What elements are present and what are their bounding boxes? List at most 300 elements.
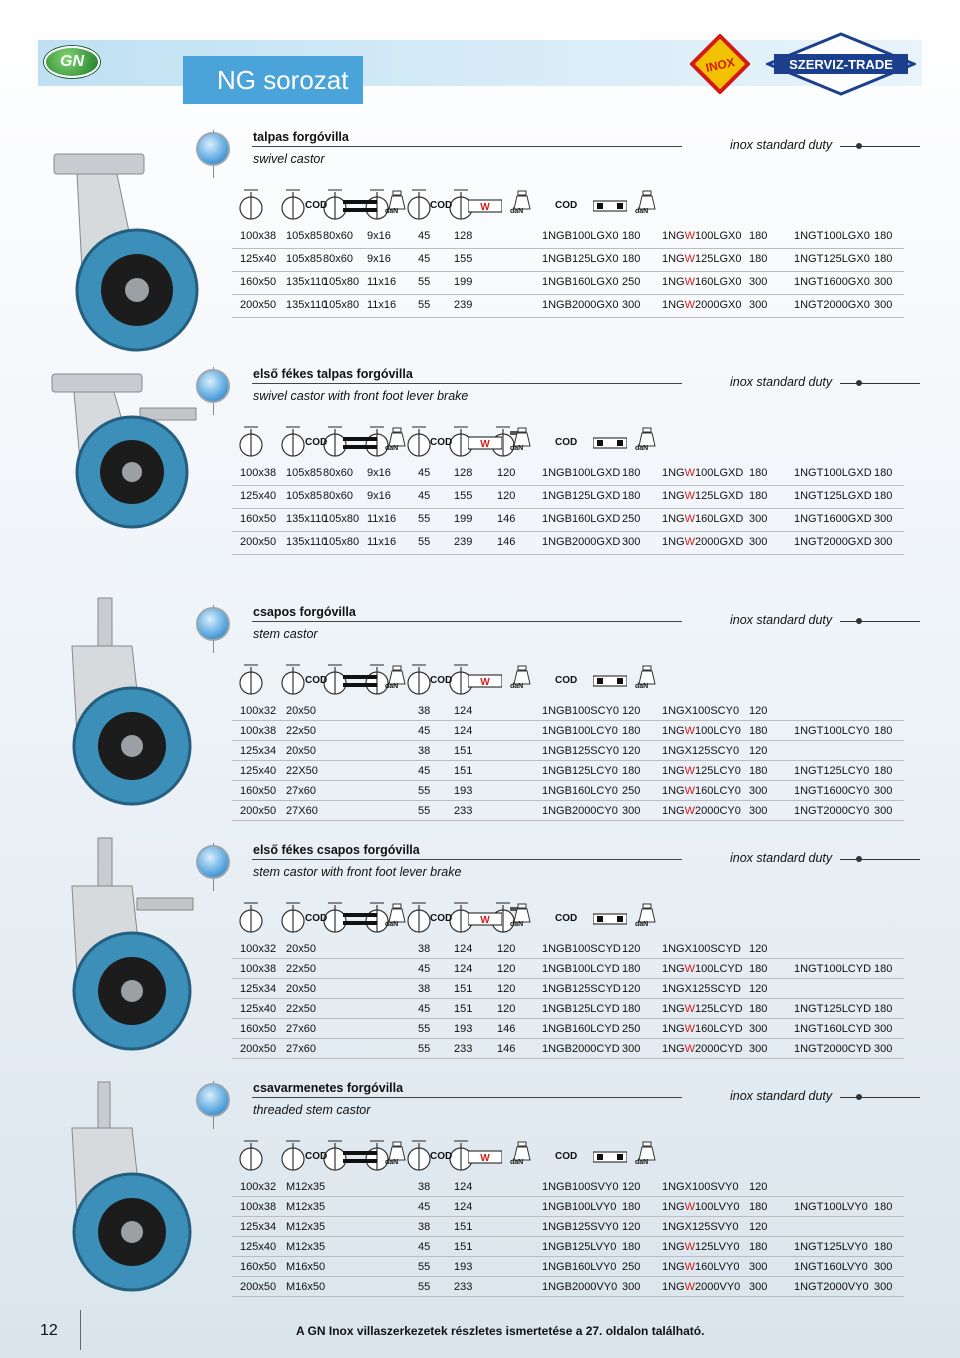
brand-logo	[766, 32, 916, 96]
cell-code-t: 1NGT125LVY0	[794, 1241, 868, 1253]
code-w-prefix: 1NG	[662, 253, 685, 265]
cell-code-w	[662, 230, 742, 242]
code-w-prefix: 1NG	[662, 513, 685, 525]
table-row	[232, 463, 904, 486]
cell-hole-size: 11x16	[367, 536, 397, 548]
cell-brake-height: 120	[497, 943, 516, 955]
cell-load-b: 120	[622, 705, 641, 717]
cell-load-t: 180	[874, 490, 893, 502]
cell-wheel-size: 100x38	[240, 230, 277, 242]
cell-code-b: 1NGB2000VY0	[542, 1281, 618, 1293]
code-w-suffix: 100SCY0	[691, 705, 740, 717]
cell-code-w	[662, 1261, 739, 1273]
code-w-letter: W	[684, 1281, 696, 1293]
code-w-letter: W	[684, 1043, 696, 1055]
cell-load-w: 300	[749, 513, 768, 525]
code-w-suffix: 2000GXD	[695, 536, 744, 548]
cell-load-w: 300	[749, 785, 768, 797]
cell-code-t: 1NGT160LVY0	[794, 1261, 868, 1273]
cell-code-b: 1NGB160LCY0	[542, 785, 618, 797]
load-weight-icon	[387, 665, 407, 685]
cell-load-t: 300	[874, 785, 893, 797]
table-row	[232, 721, 904, 741]
code-w-prefix: 1NG	[662, 1003, 685, 1015]
dan-label: daN	[510, 683, 524, 690]
duty-line	[840, 1097, 920, 1098]
cod-label: COD	[555, 200, 578, 211]
cod-label: COD	[305, 913, 328, 924]
section-title: csapos forgóvilla	[253, 605, 356, 619]
code-w-suffix: 100LVY0	[695, 1201, 740, 1213]
cell-plate-size: 105x85	[286, 490, 323, 502]
table-row	[232, 1197, 904, 1217]
cell-code-w	[662, 490, 743, 502]
cell-height-b: 233	[454, 1043, 473, 1055]
cell-load-w: 180	[749, 230, 768, 242]
cell-brake-height: 146	[497, 1043, 516, 1055]
cod-label: COD	[430, 1151, 453, 1162]
dan-label: daN	[635, 1159, 649, 1166]
cell-plate-size: 135x110	[286, 536, 328, 548]
cell-height-b: 193	[454, 1261, 473, 1273]
load-weight-icon	[387, 427, 407, 447]
series-title: NG sorozat	[183, 56, 363, 104]
section-divider	[252, 383, 682, 384]
load-weight-icon	[637, 903, 657, 923]
load-weight-icon	[512, 665, 532, 685]
cell-height-b: 155	[454, 490, 473, 502]
brand-text: SZERVIZ-TRADE	[789, 57, 893, 72]
code-w-letter: W	[684, 1023, 696, 1035]
code-w-letter: W	[684, 805, 696, 817]
cell-code-w	[662, 513, 743, 525]
dan-label: daN	[385, 1159, 399, 1166]
cell-load-b: 250	[622, 1023, 641, 1035]
cell-plate-size: 135x110	[286, 513, 328, 525]
duty-label: inox standard duty	[730, 138, 833, 152]
section-subtitle: stem castor	[253, 627, 318, 641]
section-title: első fékes csapos forgóvilla	[253, 843, 420, 857]
cell-height-a: 45	[418, 725, 431, 737]
cell-code-w	[662, 805, 741, 817]
code-w-suffix: 160LGX0	[695, 276, 742, 288]
code-w-letter: W	[684, 253, 696, 265]
cell-height-b: 124	[454, 943, 473, 955]
load-weight-icon	[637, 190, 657, 210]
duty-line	[840, 146, 920, 147]
cell-plate-size: 22x50	[286, 725, 316, 737]
cell-height-b: 124	[454, 963, 473, 975]
section-divider	[252, 1097, 682, 1098]
footer-note: A GN Inox villaszerkezetek részletes ismertetése a 27. oldalon található.	[296, 1324, 705, 1338]
wheel-type-b-icon	[343, 911, 377, 927]
duty-dot	[856, 143, 862, 149]
table-row	[232, 249, 904, 272]
cell-plate-size: M12x35	[286, 1181, 326, 1193]
cell-wheel-size: 160x50	[240, 276, 277, 288]
cell-load-b: 180	[622, 725, 641, 737]
cell-hole-size: 11x16	[367, 299, 397, 311]
cell-load-t: 180	[874, 765, 893, 777]
inox-label: INOX	[704, 55, 737, 75]
cell-code-w	[662, 1003, 743, 1015]
cell-code-w	[662, 1201, 739, 1213]
cell-plate-size: 20x50	[286, 745, 316, 757]
svg-text:W: W	[480, 915, 490, 926]
cell-wheel-size: 125x40	[240, 490, 277, 502]
cell-load-w: 180	[749, 1241, 768, 1253]
cell-wheel-size: 100x38	[240, 467, 277, 479]
load-weight-icon	[387, 1141, 407, 1161]
cell-wheel-size: 125x34	[240, 1221, 277, 1233]
code-w-suffix: 125SVY0	[691, 1221, 739, 1233]
cell-code-b: 1NGB125SCYD	[542, 983, 621, 995]
code-w-prefix: 1NG	[662, 467, 685, 479]
cell-load-b: 250	[622, 1261, 641, 1273]
cell-code-b: 1NGB2000GX0	[542, 299, 619, 311]
duty-line	[840, 859, 920, 860]
cell-load-w: 300	[749, 1043, 768, 1055]
cell-code-b: 1NGB160LVY0	[542, 1261, 617, 1273]
load-weight-icon	[512, 1141, 532, 1161]
cell-wheel-size: 160x50	[240, 1023, 277, 1035]
cod-label: COD	[430, 437, 453, 448]
table-row	[232, 486, 904, 509]
cell-height-b: 151	[454, 983, 473, 995]
section-subtitle: threaded stem castor	[253, 1103, 371, 1117]
cell-wheel-size: 100x38	[240, 1201, 277, 1213]
cell-height-a: 55	[418, 1023, 431, 1035]
svg-text:W: W	[480, 439, 490, 450]
cell-code-t: 1NGT2000GXD	[794, 536, 872, 548]
cell-code-b: 1NGB125SVY0	[542, 1221, 619, 1233]
cell-code-b: 1NGB100LGX0	[542, 230, 619, 242]
cell-load-b: 250	[622, 276, 641, 288]
cell-height-b: 193	[454, 1023, 473, 1035]
cell-plate-size: 105x85	[286, 230, 323, 242]
duty-line	[840, 383, 920, 384]
cell-code-t: 1NGT1600GXD	[794, 513, 872, 525]
cell-code-w	[662, 983, 741, 995]
section-globe-icon	[196, 369, 230, 403]
cell-plate-size: 27X60	[286, 805, 318, 817]
cell-plate-size: M16x50	[286, 1261, 326, 1273]
cell-hole-spacing: 80x60	[323, 230, 353, 242]
cell-plate-size: 105x85	[286, 467, 323, 479]
cell-code-t: 1NGT100LCYD	[794, 963, 872, 975]
cell-load-b: 250	[622, 513, 641, 525]
code-w-prefix: 1NGX	[662, 745, 692, 757]
table-row	[232, 226, 904, 249]
cell-load-b: 120	[622, 1181, 641, 1193]
cell-height-a: 45	[418, 467, 431, 479]
wheel-type-b-icon	[343, 1149, 377, 1165]
section-divider	[252, 859, 682, 860]
cell-load-t: 180	[874, 1241, 893, 1253]
duty-label: inox standard duty	[730, 613, 833, 627]
cod-label: COD	[305, 200, 328, 211]
code-w-prefix: 1NG	[662, 1261, 685, 1273]
code-w-prefix: 1NG	[662, 1023, 685, 1035]
cell-plate-size: M16x50	[286, 1281, 326, 1293]
code-w-suffix: 160LCYD	[695, 1023, 743, 1035]
cell-hole-spacing: 105x80	[323, 276, 360, 288]
table-row	[232, 1019, 904, 1039]
wheel-type-t-icon	[593, 1149, 627, 1165]
cell-plate-size: M12x35	[286, 1241, 326, 1253]
cell-plate-size: 135x110	[286, 276, 328, 288]
load-weight-icon	[512, 903, 532, 923]
code-w-suffix: 100SVY0	[691, 1181, 739, 1193]
cell-height-a: 45	[418, 253, 431, 265]
cell-load-b: 300	[622, 299, 641, 311]
table-row	[232, 761, 904, 781]
cell-height-b: 199	[454, 513, 473, 525]
cell-plate-size: 27x60	[286, 1023, 316, 1035]
dan-label: daN	[635, 445, 649, 452]
cell-wheel-size: 100x32	[240, 1181, 277, 1193]
cell-code-w	[662, 943, 741, 955]
cell-wheel-size: 100x32	[240, 705, 277, 717]
dan-label: daN	[510, 921, 524, 928]
cell-plate-size: 22x50	[286, 1003, 316, 1015]
code-w-letter: W	[684, 467, 696, 479]
cell-code-b: 1NGB125LGXD	[542, 490, 621, 502]
table-row	[232, 295, 904, 318]
load-weight-icon	[512, 190, 532, 210]
cell-wheel-size: 125x40	[240, 253, 277, 265]
cell-plate-size: 20x50	[286, 983, 316, 995]
svg-text:W: W	[480, 1153, 490, 1164]
cell-code-t: 1NGT2000CYD	[794, 1043, 872, 1055]
cell-load-w: 180	[749, 253, 768, 265]
code-w-suffix: 100LGX0	[695, 230, 742, 242]
cell-height-a: 38	[418, 705, 431, 717]
cell-wheel-size: 125x40	[240, 765, 277, 777]
cell-wheel-size: 125x40	[240, 1003, 277, 1015]
cell-load-w: 120	[749, 983, 768, 995]
load-weight-icon	[637, 665, 657, 685]
cell-plate-size: 135x110	[286, 299, 328, 311]
cell-height-b: 193	[454, 785, 473, 797]
cell-code-w	[662, 467, 743, 479]
cell-wheel-size: 200x50	[240, 1281, 277, 1293]
cell-load-b: 180	[622, 490, 641, 502]
code-w-prefix: 1NG	[662, 1281, 685, 1293]
load-weight-icon	[512, 427, 532, 447]
cell-wheel-size: 200x50	[240, 536, 277, 548]
cell-load-b: 300	[622, 1043, 641, 1055]
table-row	[232, 959, 904, 979]
cell-code-t: 1NGT125LCY0	[794, 765, 870, 777]
cod-label: COD	[430, 913, 453, 924]
section-subtitle: swivel castor with front foot lever brake	[253, 389, 469, 403]
cell-code-w	[662, 1043, 743, 1055]
wheel-type-t-icon	[593, 198, 627, 214]
code-w-prefix: 1NGX	[662, 1181, 692, 1193]
cell-height-a: 38	[418, 1181, 431, 1193]
code-w-prefix: 1NG	[662, 725, 685, 737]
cell-height-b: 128	[454, 230, 473, 242]
table-row	[232, 701, 904, 721]
code-w-letter: W	[684, 536, 696, 548]
cell-height-a: 45	[418, 1003, 431, 1015]
cell-load-b: 120	[622, 745, 641, 757]
duty-label: inox standard duty	[730, 851, 833, 865]
cell-plate-size: M12x35	[286, 1201, 326, 1213]
duty-line	[840, 621, 920, 622]
cell-load-t: 300	[874, 1281, 893, 1293]
table-row	[232, 272, 904, 295]
dan-label: daN	[385, 683, 399, 690]
cell-load-b: 300	[622, 805, 641, 817]
code-w-letter: W	[684, 963, 696, 975]
cell-load-b: 180	[622, 1201, 641, 1213]
cell-height-a: 55	[418, 513, 431, 525]
section-divider	[252, 621, 682, 622]
cell-code-b: 1NGB160LGX0	[542, 276, 619, 288]
cell-load-b: 120	[622, 1221, 641, 1233]
cell-code-w	[662, 1241, 739, 1253]
cell-wheel-size: 100x38	[240, 725, 277, 737]
code-w-suffix: 160LCY0	[695, 785, 741, 797]
wheel-type-w-icon	[468, 1149, 502, 1165]
wheel-type-t-icon	[593, 673, 627, 689]
cell-code-w	[662, 725, 741, 737]
code-w-prefix: 1NG	[662, 276, 685, 288]
cell-wheel-size: 100x38	[240, 963, 277, 975]
code-w-suffix: 125SCY0	[691, 745, 740, 757]
cell-code-b: 1NGB2000GXD	[542, 536, 621, 548]
cell-plate-size: 22X50	[286, 765, 318, 777]
code-w-prefix: 1NG	[662, 963, 685, 975]
cell-code-b: 1NGB125LCY0	[542, 765, 618, 777]
cell-hole-spacing: 80x60	[323, 490, 353, 502]
table-row	[232, 509, 904, 532]
wheel-type-t-icon	[593, 435, 627, 451]
cell-height-b: 151	[454, 1221, 473, 1233]
cell-load-w: 180	[749, 490, 768, 502]
dimension-icon	[234, 423, 268, 459]
cell-hole-size: 11x16	[367, 513, 397, 525]
cell-height-a: 38	[418, 943, 431, 955]
duty-dot	[856, 618, 862, 624]
code-w-letter: W	[684, 490, 696, 502]
cell-load-w: 120	[749, 745, 768, 757]
cell-load-w: 300	[749, 1281, 768, 1293]
dimension-icon	[234, 661, 268, 697]
spec-table	[232, 226, 904, 318]
page-number: 12	[40, 1322, 58, 1339]
table-row	[232, 999, 904, 1019]
cell-load-b: 180	[622, 253, 641, 265]
section-subtitle: stem castor with front foot lever brake	[253, 865, 462, 879]
wheel-type-b-icon	[343, 198, 377, 214]
cell-plate-size: 22x50	[286, 963, 316, 975]
duty-dot	[856, 856, 862, 862]
code-w-prefix: 1NGX	[662, 943, 692, 955]
cell-plate-size: 27x60	[286, 785, 316, 797]
cell-height-a: 55	[418, 299, 431, 311]
cell-height-a: 55	[418, 1281, 431, 1293]
code-w-suffix: 100LCY0	[695, 725, 741, 737]
cell-code-b: 1NGB160LCYD	[542, 1023, 620, 1035]
cell-load-w: 300	[749, 299, 768, 311]
cell-wheel-size: 160x50	[240, 785, 277, 797]
code-w-suffix: 100LCYD	[695, 963, 743, 975]
cell-height-b: 151	[454, 1003, 473, 1015]
cell-hole-size: 9x16	[367, 230, 391, 242]
cell-code-w	[662, 785, 741, 797]
cell-code-t: 1NGT2000CY0	[794, 805, 870, 817]
cell-brake-height: 120	[497, 490, 516, 502]
cell-height-a: 45	[418, 1201, 431, 1213]
code-w-letter: W	[684, 276, 696, 288]
cell-code-b: 1NGB125SCY0	[542, 745, 620, 757]
threaded-castor-image	[42, 1080, 202, 1305]
cell-code-b: 1NGB100SVY0	[542, 1181, 619, 1193]
cell-code-t: 1NGT1600GX0	[794, 276, 870, 288]
cell-load-w: 180	[749, 963, 768, 975]
cell-code-b: 1NGB100SCY0	[542, 705, 620, 717]
dan-label: daN	[510, 1159, 524, 1166]
cell-height-a: 55	[418, 1261, 431, 1273]
cell-hole-spacing: 80x60	[323, 253, 353, 265]
code-w-prefix: 1NG	[662, 785, 685, 797]
cell-load-b: 250	[622, 785, 641, 797]
table-row	[232, 741, 904, 761]
dan-label: daN	[635, 208, 649, 215]
cell-load-w: 300	[749, 536, 768, 548]
cell-height-b: 124	[454, 725, 473, 737]
dan-label: daN	[635, 921, 649, 928]
cell-height-a: 38	[418, 983, 431, 995]
cell-load-w: 300	[749, 1023, 768, 1035]
cell-code-w	[662, 1281, 740, 1293]
gn-logo: GN	[44, 46, 100, 78]
cell-hole-size: 11x16	[367, 276, 397, 288]
cell-code-t: 1NGT125LCYD	[794, 1003, 872, 1015]
cell-load-w: 180	[749, 725, 768, 737]
cell-load-w: 120	[749, 705, 768, 717]
duty-label: inox standard duty	[730, 1089, 833, 1103]
wheel-type-w-icon	[468, 911, 502, 927]
dimension-icon	[234, 1137, 268, 1173]
code-w-prefix: 1NG	[662, 1201, 685, 1213]
cell-code-t: 1NGT125LGX0	[794, 253, 870, 265]
cell-hole-size: 9x16	[367, 253, 391, 265]
cell-height-b: 151	[454, 1241, 473, 1253]
cell-brake-height: 120	[497, 963, 516, 975]
cell-load-t: 180	[874, 963, 893, 975]
code-w-suffix: 125SCYD	[691, 983, 741, 995]
cell-load-b: 300	[622, 1281, 641, 1293]
cell-plate-size: 20x50	[286, 943, 316, 955]
code-w-prefix: 1NGX	[662, 983, 692, 995]
section-globe-icon	[196, 1083, 230, 1117]
cell-height-b: 124	[454, 1201, 473, 1213]
cell-load-t: 180	[874, 230, 893, 242]
svg-text:W: W	[480, 202, 490, 213]
cell-code-b: 1NGB160LGXD	[542, 513, 621, 525]
cell-load-w: 180	[749, 765, 768, 777]
cell-code-w	[662, 1221, 738, 1233]
cell-code-b: 1NGB100LCY0	[542, 725, 618, 737]
cell-code-t: 1NGT125LGXD	[794, 490, 872, 502]
section-divider	[252, 146, 682, 147]
cell-wheel-size: 125x34	[240, 983, 277, 995]
cell-code-b: 1NGB2000CYD	[542, 1043, 620, 1055]
